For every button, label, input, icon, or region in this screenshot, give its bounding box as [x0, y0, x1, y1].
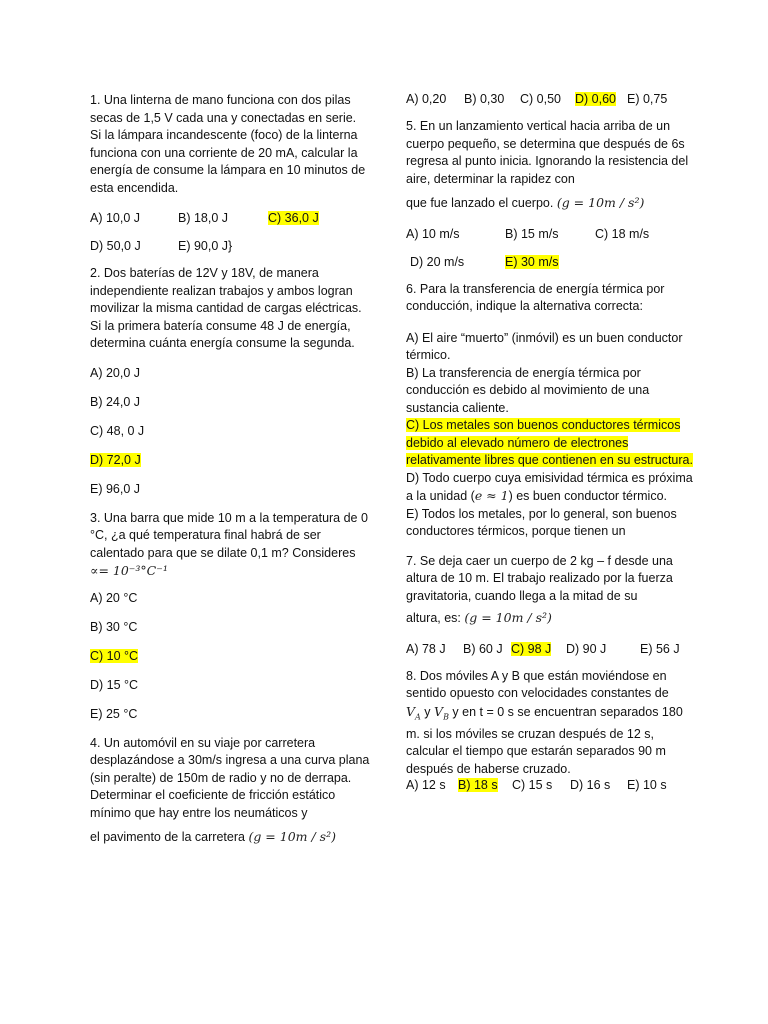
q2-option-a[interactable]: A) 20,0 J — [90, 365, 141, 380]
question-2-text: 2. Dos baterías de 12V y 18V, de manera independiente realizan trabajos y ambos logran movilizar la misma cantidad de cargas eléctricas. Si la primera batería consume 48 J de energía, determina cuánta energía consume la segunda. — [90, 266, 362, 350]
q8-option-d[interactable]: D) 16 s — [570, 778, 611, 792]
q4-option-a[interactable]: A) 0,20 — [406, 92, 447, 106]
question-5-options-row2 — [406, 255, 696, 269]
q2-option-c[interactable]: C) 48, 0 J — [90, 423, 145, 438]
question-8-text-1: 8. Dos móviles A y B que están moviéndose en sentido opuesto con velocidades constantes de — [406, 668, 669, 700]
q8-vb: V — [434, 703, 444, 719]
q7-option-c[interactable]: C) 98 J — [511, 641, 552, 656]
question-8-options — [406, 778, 696, 792]
question-7 — [406, 553, 696, 656]
q6-optD-formula: e ≈ 1 — [474, 488, 509, 503]
question-7-text-end: altura, es: — [406, 611, 461, 625]
q8-option-a[interactable]: A) 12 s — [406, 778, 446, 792]
q5-option-c[interactable]: C) 18 m/s — [595, 226, 650, 241]
q3-option-c[interactable]: C) 10 °C — [90, 648, 139, 663]
q4-option-e[interactable]: E) 0,75 — [627, 92, 668, 106]
q4-option-b[interactable]: B) 0,30 — [464, 92, 505, 106]
question-5 — [406, 118, 696, 269]
question-5-text-end: que fue lanzado el cuerpo. — [406, 196, 554, 210]
q8-option-b[interactable]: B) 18 s — [458, 778, 498, 792]
q1-option-b[interactable]: B) 18,0 J — [178, 211, 229, 225]
q7-option-b[interactable]: B) 60 J — [463, 641, 503, 656]
q5-option-e[interactable]: E) 30 m/s — [505, 254, 559, 269]
q5-option-a[interactable]: A) 10 m/s — [406, 226, 460, 241]
q2-option-e[interactable]: E) 96,0 J — [90, 481, 141, 496]
q6-option-d[interactable]: D) Todo cuerpo cuya emisividad térmica es próxima a la unidad (e ≈ 1) es buen conductor térmico. — [406, 470, 693, 503]
q1-option-e[interactable]: E) 90,0 J} — [178, 239, 233, 253]
q7-option-a[interactable]: A) 78 J — [406, 641, 446, 656]
q6-option-a[interactable]: A) El aire “muerto” (inmóvil) es un buen conductor térmico. — [406, 330, 683, 362]
q8-option-e[interactable]: E) 10 s — [627, 778, 667, 792]
q5-formula: (g = 10m / s²) — [556, 195, 645, 210]
q7-option-d[interactable]: D) 90 J — [566, 641, 607, 656]
q8-va: V — [406, 703, 416, 719]
q3-option-b[interactable]: B) 30 °C — [90, 619, 138, 634]
question-6 — [406, 281, 696, 541]
question-4-text-end: el pavimento de la carretera — [90, 830, 245, 844]
q8-option-c[interactable]: C) 15 s — [512, 778, 553, 792]
question-3 — [90, 510, 370, 723]
question-5-text: 5. En un lanzamiento vertical hacia arriba de un cuerpo pequeño, se determina que después de 6s regresa al punto inicia. Ignorando la resistencia del aire, determinar la rapidez con — [406, 119, 689, 186]
q5-option-b[interactable]: B) 15 m/s — [505, 226, 559, 241]
q5-option-d[interactable]: D) 20 m/s — [410, 254, 465, 269]
question-1 — [90, 92, 370, 253]
question-7-options — [406, 642, 696, 656]
question-3-text: 3. Una barra que mide 10 m a la temperatura de 0 °C, ¿a qué temperatura final habrá de ser calentado para que se dilate 0,1 m? Consideres — [90, 510, 368, 560]
question-1-text: 1. Una linterna de mano funciona con dos pilas secas de 1,5 V cada una y conectadas en serie. Si la lámpara incandescente (foco) de la linterna funciona con una corriente de 20 mA, calcular la energía de consume la lámpara en 10 minutos de esta encendida. — [90, 93, 366, 195]
left-column — [90, 92, 370, 859]
q3-formula: ∝= 10⁻³°C⁻¹ — [90, 563, 168, 578]
q4-formula: (g = 10m / s²) — [248, 829, 336, 844]
q4-option-c[interactable]: C) 0,50 — [520, 92, 561, 106]
question-4-options — [406, 92, 696, 106]
question-8-text-2: $V_A$ y $V_B$ y en t = 0 s se encuentran separados 180 m. si los móviles se cruzan después de 12 s, calcular el tiempo que estarán separados 90 m después de haberse cruzado. — [406, 703, 683, 776]
q2-option-d[interactable]: D) 72,0 J — [90, 452, 141, 467]
q3-option-e[interactable]: E) 25 °C — [90, 706, 138, 721]
q2-option-b[interactable]: B) 24,0 J — [90, 394, 141, 409]
q3-option-d[interactable]: D) 15 °C — [90, 677, 139, 692]
question-4-text: 4. Un automóvil en su viaje por carretera desplazándose a 30m/s ingresa a una curva plana (sin peralte) de 150m de radio y no de derrapa. Determinar el coeficiente de fricción estático mínimo que hay entre los neumáticos y — [90, 735, 370, 820]
question-2 — [90, 265, 370, 498]
q4-option-d[interactable]: D) 0,60 — [575, 92, 616, 106]
question-1-options-row2 — [90, 239, 370, 253]
question-4 — [90, 735, 370, 847]
q6-option-c[interactable]: C) Los metales son buenos conductores térmicos debido al elevado número de electrones relativamente libres que contienen en su estructura. — [406, 418, 693, 467]
question-7-text: 7. Se deja caer un cuerpo de 2 kg – f desde una altura de 10 m. El trabajo realizado por la fuerza gravitatoria, cuando llega a la mitad de su — [406, 553, 673, 603]
q7-formula: (g = 10m / s²) — [464, 610, 552, 625]
question-1-options-row1 — [90, 211, 370, 225]
q1-option-a[interactable]: A) 10,0 J — [90, 211, 141, 225]
q6-option-e[interactable]: E) Todos los metales, por lo general, son buenos conductores térmicos, porque tienen un — [406, 506, 677, 538]
q7-option-e[interactable]: E) 56 J — [640, 641, 680, 656]
q6-option-b[interactable]: B) La transferencia de energía térmica por conducción es debido al movimiento de una sustancia caliente. — [406, 365, 650, 415]
question-8 — [406, 668, 696, 793]
right-column — [406, 92, 696, 804]
q3-option-a[interactable]: A) 20 °C — [90, 590, 138, 605]
question-6-text: 6. Para la transferencia de energía térmica por conducción, indique la alternativa correcta: — [406, 281, 665, 313]
q1-option-c[interactable]: C) 36,0 J — [268, 211, 319, 225]
q1-option-d[interactable]: D) 50,0 J — [90, 239, 141, 253]
question-5-options-row1 — [406, 227, 696, 241]
